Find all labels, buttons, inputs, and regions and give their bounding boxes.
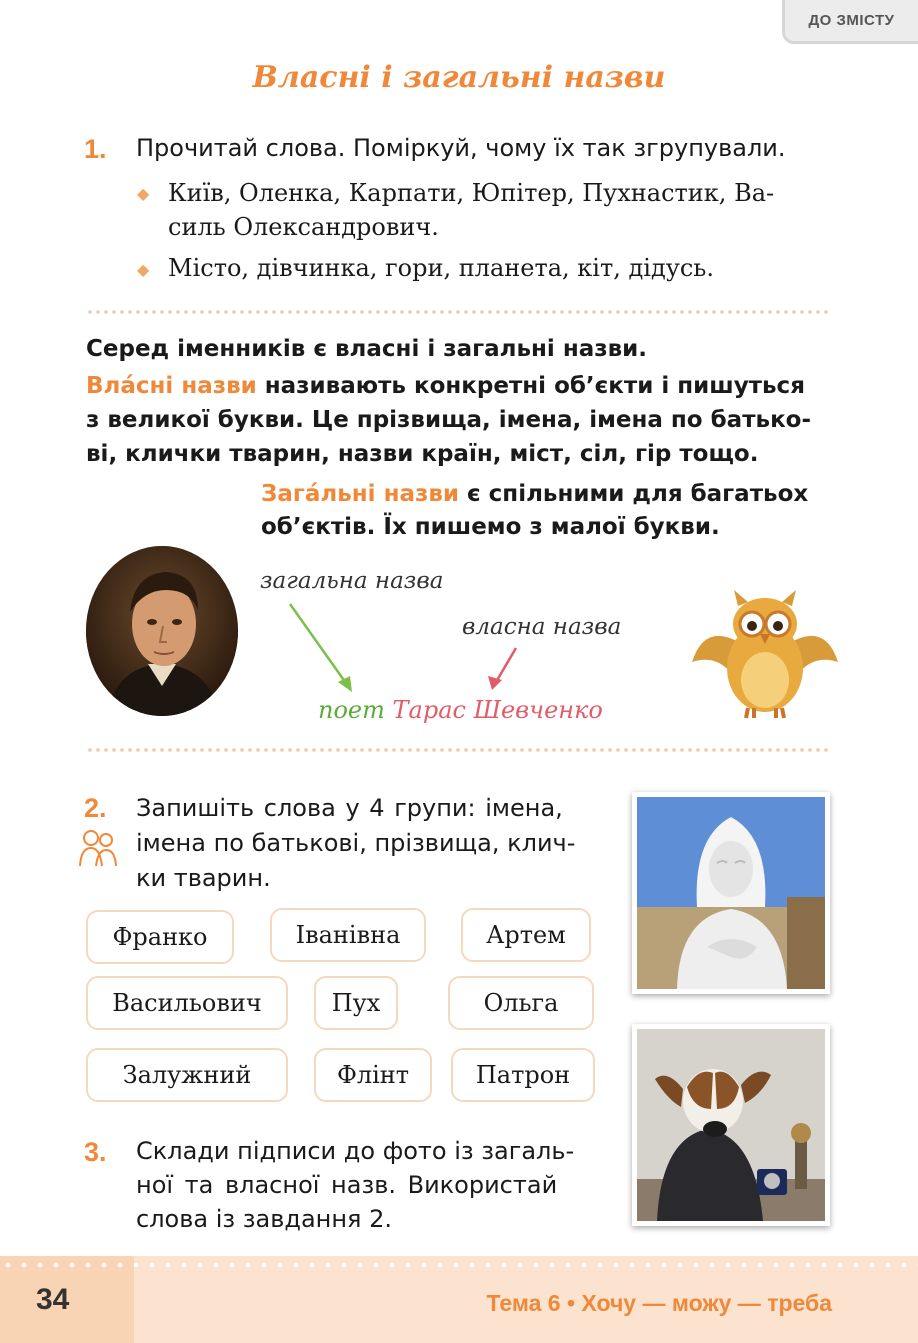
task-2-text: імена по батькові, прізвища, клич-	[136, 829, 576, 857]
task-1-text: Прочитай слова. Поміркуй, чому їх так згрупували.	[136, 134, 786, 162]
task-3-number: 3.	[84, 1137, 107, 1167]
rule-line: з великої букви. Це прізвища, імена, імена по батько-	[86, 407, 812, 433]
word-card[interactable]: Пух	[314, 976, 398, 1030]
rule-line	[86, 370, 805, 403]
page-number: 34	[36, 1283, 70, 1316]
task-2-text: Запишіть слова у 4 групи: імена,	[136, 794, 563, 822]
toc-button[interactable]: ДО ЗМІСТУ	[782, 0, 918, 44]
task-1-list-line: Місто, дівчинка, гори, планета, кіт, дідусь.	[168, 254, 714, 282]
example-proper-word: Тарас Шевченко	[392, 696, 603, 724]
word-card[interactable]: Васильович	[86, 976, 288, 1030]
rule-line: ві, клички тварин, назви країн, міст, сіл, гір тощо.	[86, 441, 759, 467]
word-card[interactable]: Флінт	[314, 1048, 432, 1102]
statue-photo	[632, 792, 830, 994]
topic-label: Тема 6 • Хочу — можу — треба	[486, 1290, 832, 1316]
word-card[interactable]: Патрон	[451, 1048, 595, 1102]
rule-text: називають конкретні об’єкти і пишуться	[256, 373, 805, 399]
divider	[86, 308, 832, 316]
task-1-number: 1.	[84, 134, 107, 164]
word-card[interactable]: Залужний	[86, 1048, 288, 1102]
example-common-word: поет	[318, 696, 385, 724]
task-1-list-line: Київ, Оленка, Карпати, Юпітер, Пухнастик, Ва-	[168, 179, 775, 207]
task-3-text: слова із завдання 2.	[136, 1205, 393, 1233]
task-3-text: ної та власної назв. Використай	[136, 1171, 558, 1199]
word-card[interactable]: Франко	[86, 910, 234, 964]
rule-text: є спільними для багатьох	[459, 481, 809, 507]
shevchenko-portrait	[86, 546, 238, 716]
word-card[interactable]: Артем	[461, 908, 591, 962]
page-title: Власні і загальні назви	[252, 60, 666, 95]
task-1-list-line: силь Олександрович.	[168, 213, 439, 241]
pair-work-icon	[78, 828, 118, 868]
rule-line	[261, 478, 808, 511]
rule-line: об’єктів. Їх пишемо з малої букви.	[261, 514, 720, 540]
common-name-term: Зага́льні назви	[261, 481, 460, 507]
proper-name-label: власна назва	[462, 614, 622, 640]
word-card[interactable]: Ольга	[448, 976, 594, 1030]
arrow-head-icon	[488, 676, 502, 690]
task-3-text: Склади підписи до фото із загаль-	[136, 1137, 575, 1165]
diamond-bullet-icon: ◆	[137, 184, 150, 203]
rule-line: Серед іменників є власні і загальні назви.	[86, 336, 648, 362]
owl-icon	[686, 588, 844, 720]
example-arrows	[280, 598, 520, 698]
diamond-bullet-icon: ◆	[137, 260, 150, 279]
task-2-number: 2.	[84, 793, 107, 823]
arrow-head-icon	[338, 676, 352, 692]
proper-name-term: Вла́сні назви	[86, 373, 257, 399]
task-2-text: ки тварин.	[136, 864, 271, 892]
dog-photo	[632, 1024, 830, 1226]
example-phrase	[318, 696, 603, 724]
word-card[interactable]: Іванівна	[270, 908, 426, 962]
divider	[86, 746, 832, 754]
footer-ornament	[0, 1258, 918, 1272]
common-name-label: загальна назва	[260, 568, 444, 594]
